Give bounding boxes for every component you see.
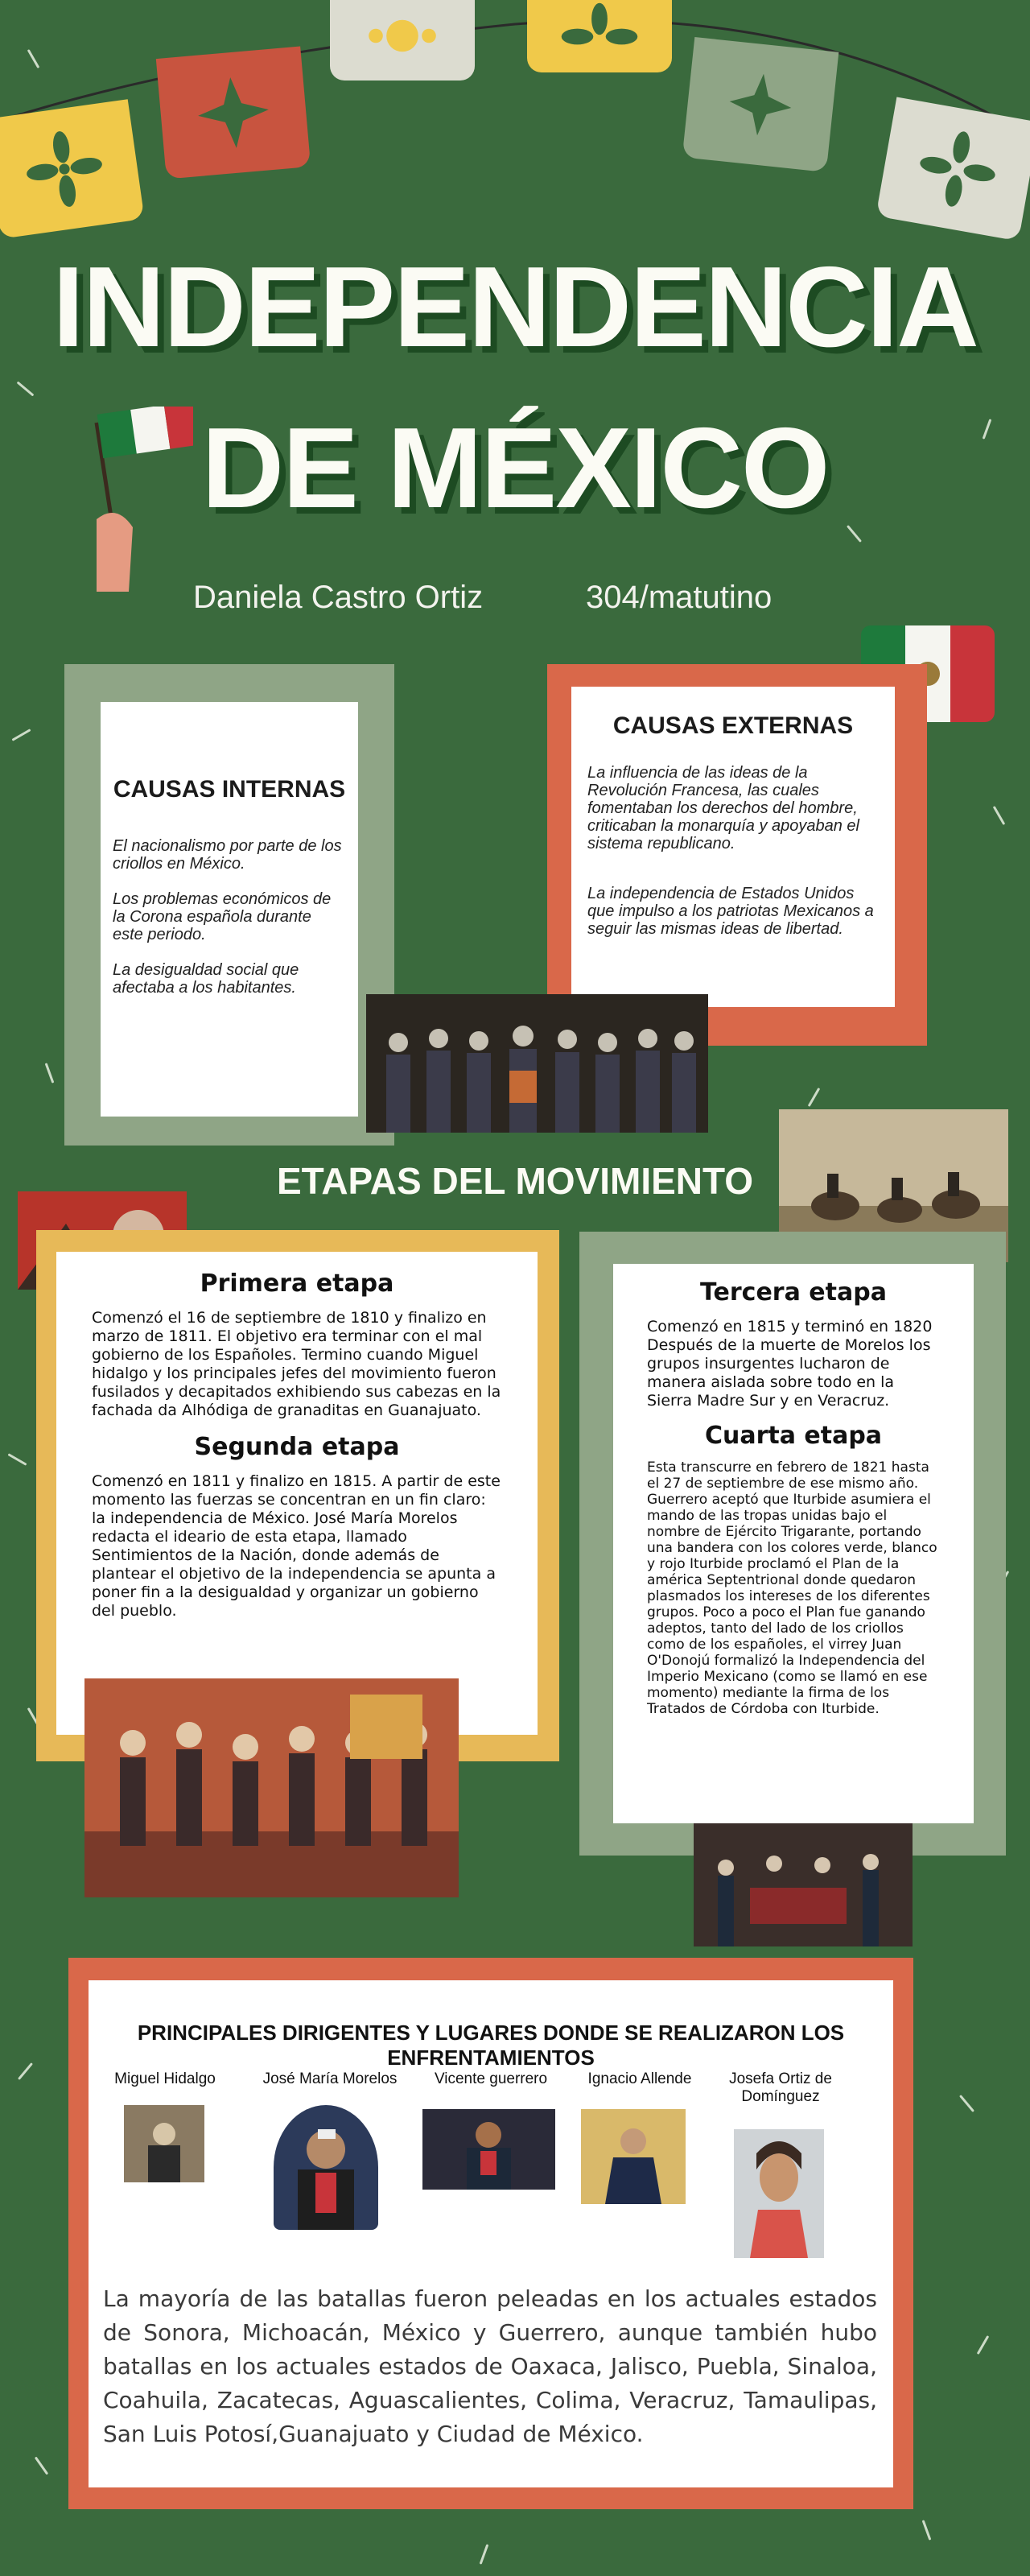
treaty-signing-painting [694,1823,913,1946]
hand-holding-flag-icon [72,407,193,600]
portrait-miguel-hidalgo [124,2105,204,2182]
leader-name: Ignacio Allende [587,2070,692,2087]
segunda-etapa-title: Segunda etapa [194,1433,400,1461]
primera-etapa-title: Primera etapa [200,1269,394,1298]
papel-picado-icon [156,46,311,179]
papel-picado-icon [330,0,475,80]
insurgent-mural [84,1678,459,1897]
primera-etapa-text: Comenzó el 16 de septiembre de 1810 y finalizo en marzo de 1811. El objetivo era terminar con el mal gobierno de los Españoles. Termino cuando Miguel hidalgo y los principales jefes del movimiento fueron fusilados y decapitados exhibiendo sus cabezas en la fachada da Alhódiga de granaditas en Guanajuato. [92,1309,501,1419]
segunda-etapa-text: Comenzó en 1811 y finalizo en 1815. A partir de este momento las fuerzas se concentran en un fin claro: la independencia de México. José María Morelos redacta el ideario de esta etapa, llamado Sentimientos de la Nación, donde además de plantear el objetivo de la independencia se apunta a poner fin a la desigualdad y organizar un gobierno del pueblo. [92,1472,501,1620]
leader-name: Josefa Ortiz de Domínguez [729,2070,832,2105]
causa-interna-item: La desigualdad social que afectaba a los habitantes. [113,961,299,997]
papel-picado-icon [527,0,672,72]
portrait-vicente-guerrero [422,2109,555,2190]
battles-paragraph: La mayoría de las batallas fueron peleadas en los actuales estados de Sonora, Michoacán, México y Guerrero, aunque también hubo batallas en los actuales estados de Oaxaca, Jalisco, Puebla, Sinaloa, Coahuila, Zacatecas, Aguascalientes, Colima, Veracruz, Tamaulipas, San Luis Potosí,Guanajuato y Ciudad de México. [103,2285,877,2447]
banner-string [0,0,1030,177]
leader-name: José María Morelos [262,2070,398,2087]
papel-picado-icon [0,99,145,239]
causas-internas-card [101,702,358,1117]
cuarta-etapa-text: Esta transcurre en febrero de 1821 hasta el 27 de septiembre de ese mismo año. Guerrero aceptó que Iturbide asumiera el mando de las tropas unidas bajo el nombre de Ejército Trigarante, portando una bandera con los colores verde, blanco y rojo Iturbide proclamó el Plan de la américa Septentrional donde quedaron plasmados los intereses de los diferentes grupos. Poco a poco el Plan fue ganando adeptos, tanto del lado de los criollos como de los españoles, el virrey Juan O'Donojú formalizó la Independencia del Imperio Mexicano (como se llamó en ese momento) mediante la firma de los Tratados de Córdoba con Iturbide. [647,1459,937,1717]
tercera-etapa-text: Comenzó en 1815 y terminó en 1820 Después de la muerte de Morelos los grupos insurgentes lucharon de manera aislada sobre todo en la Sierra Madre Sur y en Veracruz. [647,1318,933,1410]
leader-name: Miguel Hidalgo [114,2070,216,2087]
tercera-etapa-title: Tercera etapa [700,1278,887,1307]
dirigentes-card [89,1980,893,2487]
causa-interna-item: Los problemas económicos de la Corona española durante este periodo. [113,890,332,943]
portrait-josefa-ortiz [734,2129,824,2258]
assembly-painting [366,994,708,1133]
papel-picado-icon [876,97,1030,242]
portrait-ignacio-allende [581,2109,686,2204]
causas-internas-title: CAUSAS INTERNAS [113,776,346,803]
causas-externas-title: CAUSAS EXTERNAS [612,712,854,739]
etapas-heading: ETAPAS DEL MOVIMIENTO [276,1160,754,1202]
leader-name: Vicente guerrero [434,2070,548,2087]
etapas-3-4-card [613,1264,974,1823]
page-title-line-1: INDEPENDENCIA [52,243,978,371]
causa-externa-item: La independencia de Estados Unidos que impulso a los patriotas Mexicanos a seguir las mismas ideas de libertad. [587,885,874,938]
cuarta-etapa-title: Cuarta etapa [704,1422,883,1450]
etapas-1-2-card [56,1252,538,1735]
papel-picado-icon [682,37,839,172]
causa-interna-item: El nacionalismo por parte de los criollos en México. [113,837,342,873]
causa-externa-item: La influencia de las ideas de la Revolución Francesa, las cuales fomentaban los derechos del hombre, criticaban la monarquía y apoyaban el sistema republicano. [587,764,859,852]
author-name: Daniela Castro Ortiz [193,580,484,615]
author-group: 304/matutino [586,580,772,615]
page-title-line-2: DE MÉXICO [201,404,829,532]
causas-externas-card [571,687,895,1007]
portrait-jose-maria-morelos [274,2105,378,2230]
dirigentes-heading: PRINCIPALES DIRIGENTES Y LUGARES DONDE SE REALIZARON LOS ENFRENTAMIENTOS [137,2021,845,2070]
